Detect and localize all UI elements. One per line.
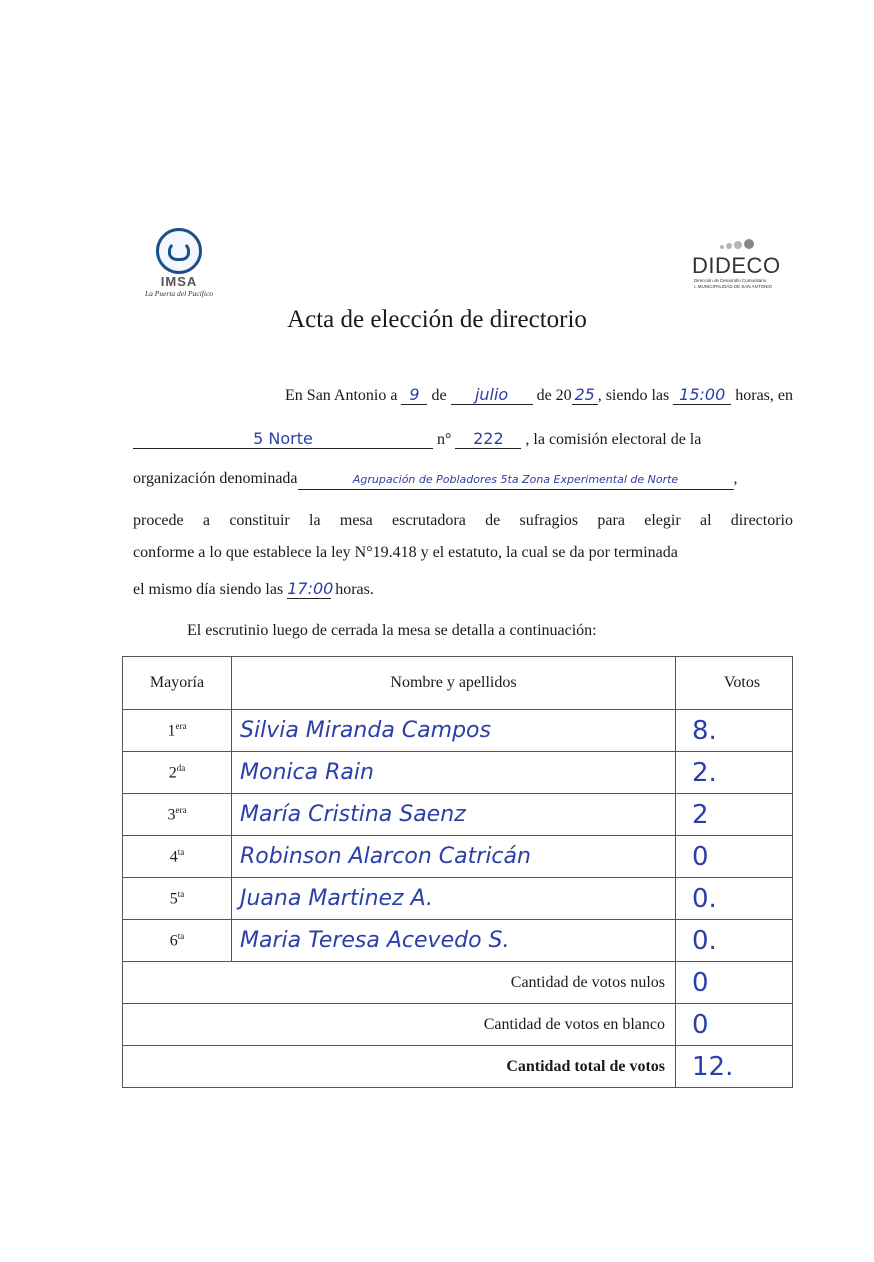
vote-count: 2. bbox=[676, 752, 793, 794]
paragraph-line-2: 5 Norte n° 222 , la comisión electoral de la bbox=[133, 430, 793, 449]
street-field: 5 Norte bbox=[133, 430, 433, 449]
candidate-name: Robinson Alarcon Catricán bbox=[232, 836, 676, 878]
table-row bbox=[123, 794, 793, 836]
street-number-field: 222 bbox=[455, 430, 521, 449]
total-votes-value: 12. bbox=[676, 1046, 793, 1088]
table-row bbox=[123, 878, 793, 920]
majority-cell: $2^{da}$ bbox=[123, 752, 232, 794]
dots-icon bbox=[720, 236, 756, 254]
blank-votes-value: 0 bbox=[676, 1004, 793, 1046]
dideco-subtitle: Dirección de Desarrollo Comunitario I. MUNICIPALIDAD DE SAN ANTONIO bbox=[694, 278, 773, 289]
vote-count: 0. bbox=[676, 920, 793, 962]
candidate-name: Silvia Miranda Campos bbox=[232, 710, 676, 752]
imsa-logo bbox=[133, 222, 225, 302]
month-field: julio bbox=[451, 386, 533, 405]
paragraph-line-6: el mismo día siendo las 17:00 horas. bbox=[133, 579, 374, 598]
null-votes-label: Cantidad de votos nulos bbox=[123, 962, 676, 1004]
null-votes-value: 0 bbox=[676, 962, 793, 1004]
table-row bbox=[123, 710, 793, 752]
null-votes-row bbox=[123, 962, 793, 1004]
end-time-field: 17:00 bbox=[287, 579, 334, 598]
table-row bbox=[123, 752, 793, 794]
municipal-seal-icon bbox=[156, 228, 202, 274]
table-row bbox=[123, 920, 793, 962]
vote-count: 2 bbox=[676, 794, 793, 836]
year-field: 25 bbox=[572, 386, 598, 405]
paragraph-line-1: En San Antonio a 9 de julio de 20 25 , siendo las 15:00 horas, en bbox=[285, 385, 793, 404]
dideco-logo bbox=[692, 236, 792, 296]
start-time-field: 15:00 bbox=[673, 386, 731, 405]
header-name: Nombre y apellidos bbox=[232, 657, 676, 710]
majority-cell: $3^{era}$ bbox=[123, 794, 232, 836]
blank-votes-label: Cantidad de votos en blanco bbox=[123, 1004, 676, 1046]
paragraph-line-5: conforme a lo que establece la ley N°19.418 y el estatuto, la cual se da por terminada bbox=[133, 544, 678, 561]
blank-votes-row bbox=[123, 1004, 793, 1046]
vote-count: 8. bbox=[676, 710, 793, 752]
page-title: Acta de elección de directorio bbox=[287, 306, 587, 333]
day-field: 9 bbox=[401, 386, 427, 405]
majority-cell: $6^{ta}$ bbox=[123, 920, 232, 962]
table-header-row bbox=[123, 657, 793, 710]
majority-cell: $5^{ta}$ bbox=[123, 878, 232, 920]
dideco-logo-text: DIDECO bbox=[692, 253, 781, 278]
header-votes: Votos bbox=[676, 657, 793, 710]
candidate-name: Monica Rain bbox=[232, 752, 676, 794]
table-row bbox=[123, 836, 793, 878]
candidate-name: Maria Teresa Acevedo S. bbox=[232, 920, 676, 962]
vote-count: 0 bbox=[676, 836, 793, 878]
header-majority: Mayoría bbox=[123, 657, 232, 710]
candidate-name: Juana Martinez A. bbox=[232, 878, 676, 920]
majority-cell: $1^{era}$ bbox=[123, 710, 232, 752]
paragraph-line-4: procede a constituir la mesa escrutadora de sufragios para elegir al directorio bbox=[133, 512, 793, 529]
total-votes-label: Cantidad total de votos bbox=[123, 1046, 676, 1088]
majority-cell: $4^{ta}$ bbox=[123, 836, 232, 878]
imsa-logo-text: IMSA bbox=[160, 274, 198, 289]
organization-name-field: Agrupación de Pobladores 5ta Zona Experimental de Norte bbox=[298, 471, 734, 490]
results-table bbox=[122, 656, 793, 1088]
candidate-name: María Cristina Saenz bbox=[232, 794, 676, 836]
paragraph-line-3: organización denominada Agrupación de Pobladores 5ta Zona Experimental de Norte , bbox=[133, 470, 793, 490]
total-votes-row bbox=[123, 1046, 793, 1088]
vote-count: 0. bbox=[676, 878, 793, 920]
results-intro: El escrutinio luego de cerrada la mesa se detalla a continuación: bbox=[187, 622, 597, 639]
imsa-tagline: La Puerta del Pacífico bbox=[144, 289, 214, 298]
